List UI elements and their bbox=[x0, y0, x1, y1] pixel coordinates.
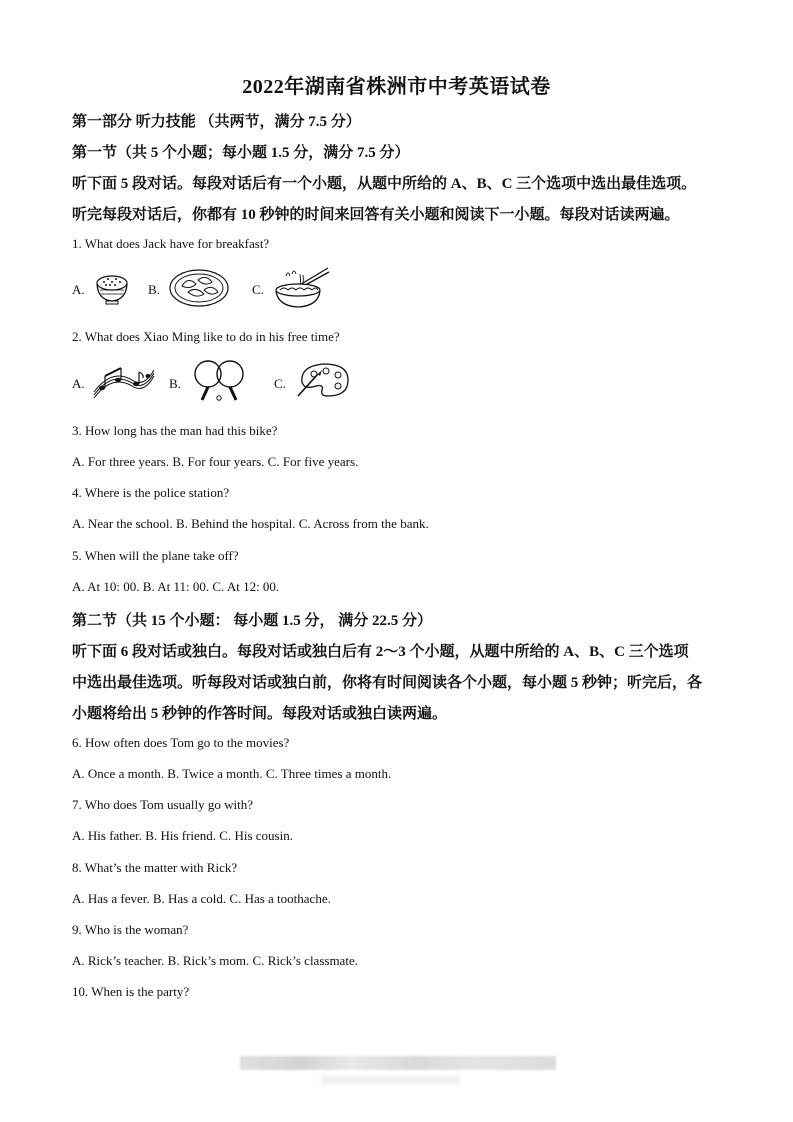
question-7: 7. Who does Tom usually go with? bbox=[72, 797, 253, 812]
question-4-options: A. Near the school. B. Behind the hospital. C. Across from the bank. bbox=[72, 516, 429, 531]
question-5-options: A. At 10: 00. B. At 11: 00. C. At 12: 00. bbox=[72, 579, 280, 594]
blurred-footer-watermark-secondary bbox=[320, 1076, 460, 1084]
question-8-options: A. Has a fever. B. Has a cold. C. Has a toothache. bbox=[72, 891, 331, 906]
section-two-instruction-2: 中选出最佳选项。听每段对话或独白前，你将有时间阅读各个小题，每小题 5 秒钟；听完后，各 bbox=[72, 675, 703, 691]
option-a-label: A. bbox=[72, 282, 85, 297]
option-c-label: C. bbox=[252, 282, 264, 297]
option-a-label: A. bbox=[72, 376, 85, 391]
rice-bowl-icon bbox=[92, 270, 132, 306]
question-1: 1. What does Jack have for breakfast? bbox=[72, 236, 270, 251]
question-2-options bbox=[72, 358, 372, 402]
paint-palette-icon bbox=[294, 360, 354, 400]
option-b-label: B. bbox=[169, 376, 181, 391]
question-2: 2. What does Xiao Ming like to do in his free time? bbox=[72, 329, 340, 344]
section-one-instruction-1: 听下面 5 段对话。每段对话后有一个小题，从题中所给的 A、B、C 三个选项中选出最佳选项。 bbox=[72, 176, 697, 192]
question-4: 4. Where is the police station? bbox=[72, 485, 230, 500]
question-1-options bbox=[72, 266, 372, 310]
dumplings-plate-icon bbox=[168, 268, 230, 308]
question-9-options: A. Rick’s teacher. B. Rick’s mom. C. Rick’s classmate. bbox=[72, 953, 358, 968]
question-3: 3. How long has the man had this bike? bbox=[72, 423, 278, 438]
section-two-instruction-3: 小题将给出 5 秒钟的作答时间。每段对话或独白读两遍。 bbox=[72, 706, 448, 722]
section-one-instruction-2: 听完每段对话后，你都有 10 秒钟的时间来回答有关小题和阅读下一小题。每段对话读两遍。 bbox=[72, 207, 680, 223]
question-5: 5. When will the plane take off? bbox=[72, 548, 239, 563]
question-7-options: A. His father. B. His friend. C. His cousin. bbox=[72, 828, 293, 843]
part-one-heading: 第一部分 听力技能 （共两节，满分 7.5 分） bbox=[72, 114, 361, 130]
blurred-footer-watermark bbox=[240, 1056, 556, 1070]
noodles-bowl-icon bbox=[270, 266, 330, 310]
section-two-instruction-1: 听下面 6 段对话或独白。每段对话或独白后有 2～3 个小题，从题中所给的 A、B、C 三个选项 bbox=[72, 644, 689, 660]
question-10: 10. When is the party? bbox=[72, 984, 190, 999]
question-6: 6. How often does Tom go to the movies? bbox=[72, 735, 290, 750]
question-3-options: A. For three years. B. For four years. C. For five years. bbox=[72, 454, 359, 469]
question-6-options: A. Once a month. B. Twice a month. C. Three times a month. bbox=[72, 766, 392, 781]
option-c-label: C. bbox=[274, 376, 286, 391]
page-title: 2022年湖南省株洲市中考英语试卷 bbox=[242, 76, 551, 98]
option-b-label: B. bbox=[148, 282, 160, 297]
ping-pong-paddles-icon bbox=[190, 358, 248, 404]
music-notes-icon bbox=[92, 362, 156, 400]
question-9: 9. Who is the woman? bbox=[72, 922, 189, 937]
question-8: 8. What’s the matter with Rick? bbox=[72, 860, 238, 875]
section-two-heading: 第二节（共 15 个小题： 每小题 1.5 分， 满分 22.5 分） bbox=[72, 613, 433, 629]
section-one-heading: 第一节（共 5 个小题；每小题 1.5 分，满分 7.5 分） bbox=[72, 145, 410, 161]
